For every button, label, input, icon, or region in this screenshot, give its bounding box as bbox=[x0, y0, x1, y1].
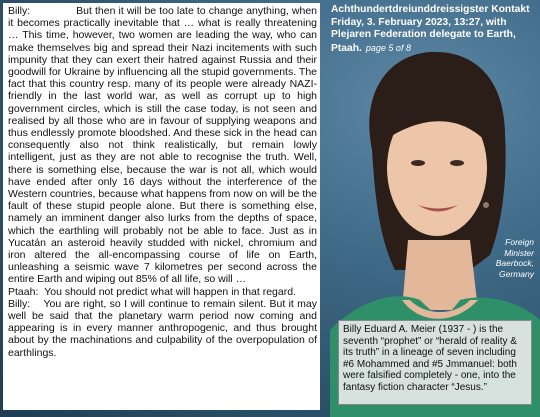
paragraph bbox=[8, 298, 317, 359]
photo-caption: Foreign Minister Baerbock, Germany bbox=[495, 237, 534, 279]
contact-header bbox=[331, 4, 536, 55]
header-title: Achthundertdreiunddreissigster Kontakt Friday, 3. February 2023, 13:27, with Plejaren Federation delegate to Earth, Ptaah. bbox=[331, 4, 530, 54]
speaker-label: Billy: bbox=[8, 297, 31, 310]
paragraph-text: You are right, so I will continue to remain silent. But it may well be said that the planetary warm period now coming and appearing is in every manner anthropogenic, and thus brought about by the machinations and culpability of the overpopulation of earthlings. bbox=[8, 297, 317, 359]
speaker-label: Billy: bbox=[8, 5, 31, 17]
bio-box bbox=[338, 320, 532, 405]
speaker-label: Ptaah: bbox=[8, 285, 39, 298]
paragraph bbox=[8, 5, 317, 286]
article-text-panel bbox=[3, 3, 320, 410]
paragraph bbox=[8, 286, 317, 298]
page-indicator: page 5 of 8 bbox=[365, 42, 411, 53]
bio-text: Billy Eduard A. Meier (1937 - ) is the seventh “prophet” or “herald of reality & its truth” in a lineage of seven including #6 Mohammed and #5 Jmmanuel: both were falsified completely - one, into the fantasy fiction character “Jesus.” bbox=[343, 324, 517, 393]
paragraph-text: But then it will be too late to change anything, when it becomes practically inevitable that … what is really threatening … This time, however, two women are leading the way, who can make themselves big and spread their Nazi incitements with such impunity that they can exert their hatred against Russia and their goodwill for Ukraine by influencing all the stupid governments. The fact that this country resp. many of its people were already NAZI-friendly in the last world war, as well as corrupt up to high government circles, which is still the case today, is not seen and realised by all those who are in favour of supplying weapons and thus endlessly promote bloodshed. And these sick in the head can consequently also not think realistically, but remain lowly intelligent, just as they are not able to recognise the truth. Well, there is something else, because the war is not all, which would have ended after only 16 days without the interference of the Western countries, because what happens from now on will be the fault of these stupid people alone. But there is something else, namely an imminent danger also lurks from the depths of space, which the earthling will probably not be able to face. Just as in Yucatán an asteroid heavily studded with nickel, chromium and iron altered the all-encompassing course of life on Earth, unleashing a seismic wave 7 kilometres per second across the entire Earth and wiping out 85% of all life, so will … bbox=[8, 5, 317, 286]
paragraph-text: You should not predict what will happen in that regard. bbox=[44, 285, 296, 298]
